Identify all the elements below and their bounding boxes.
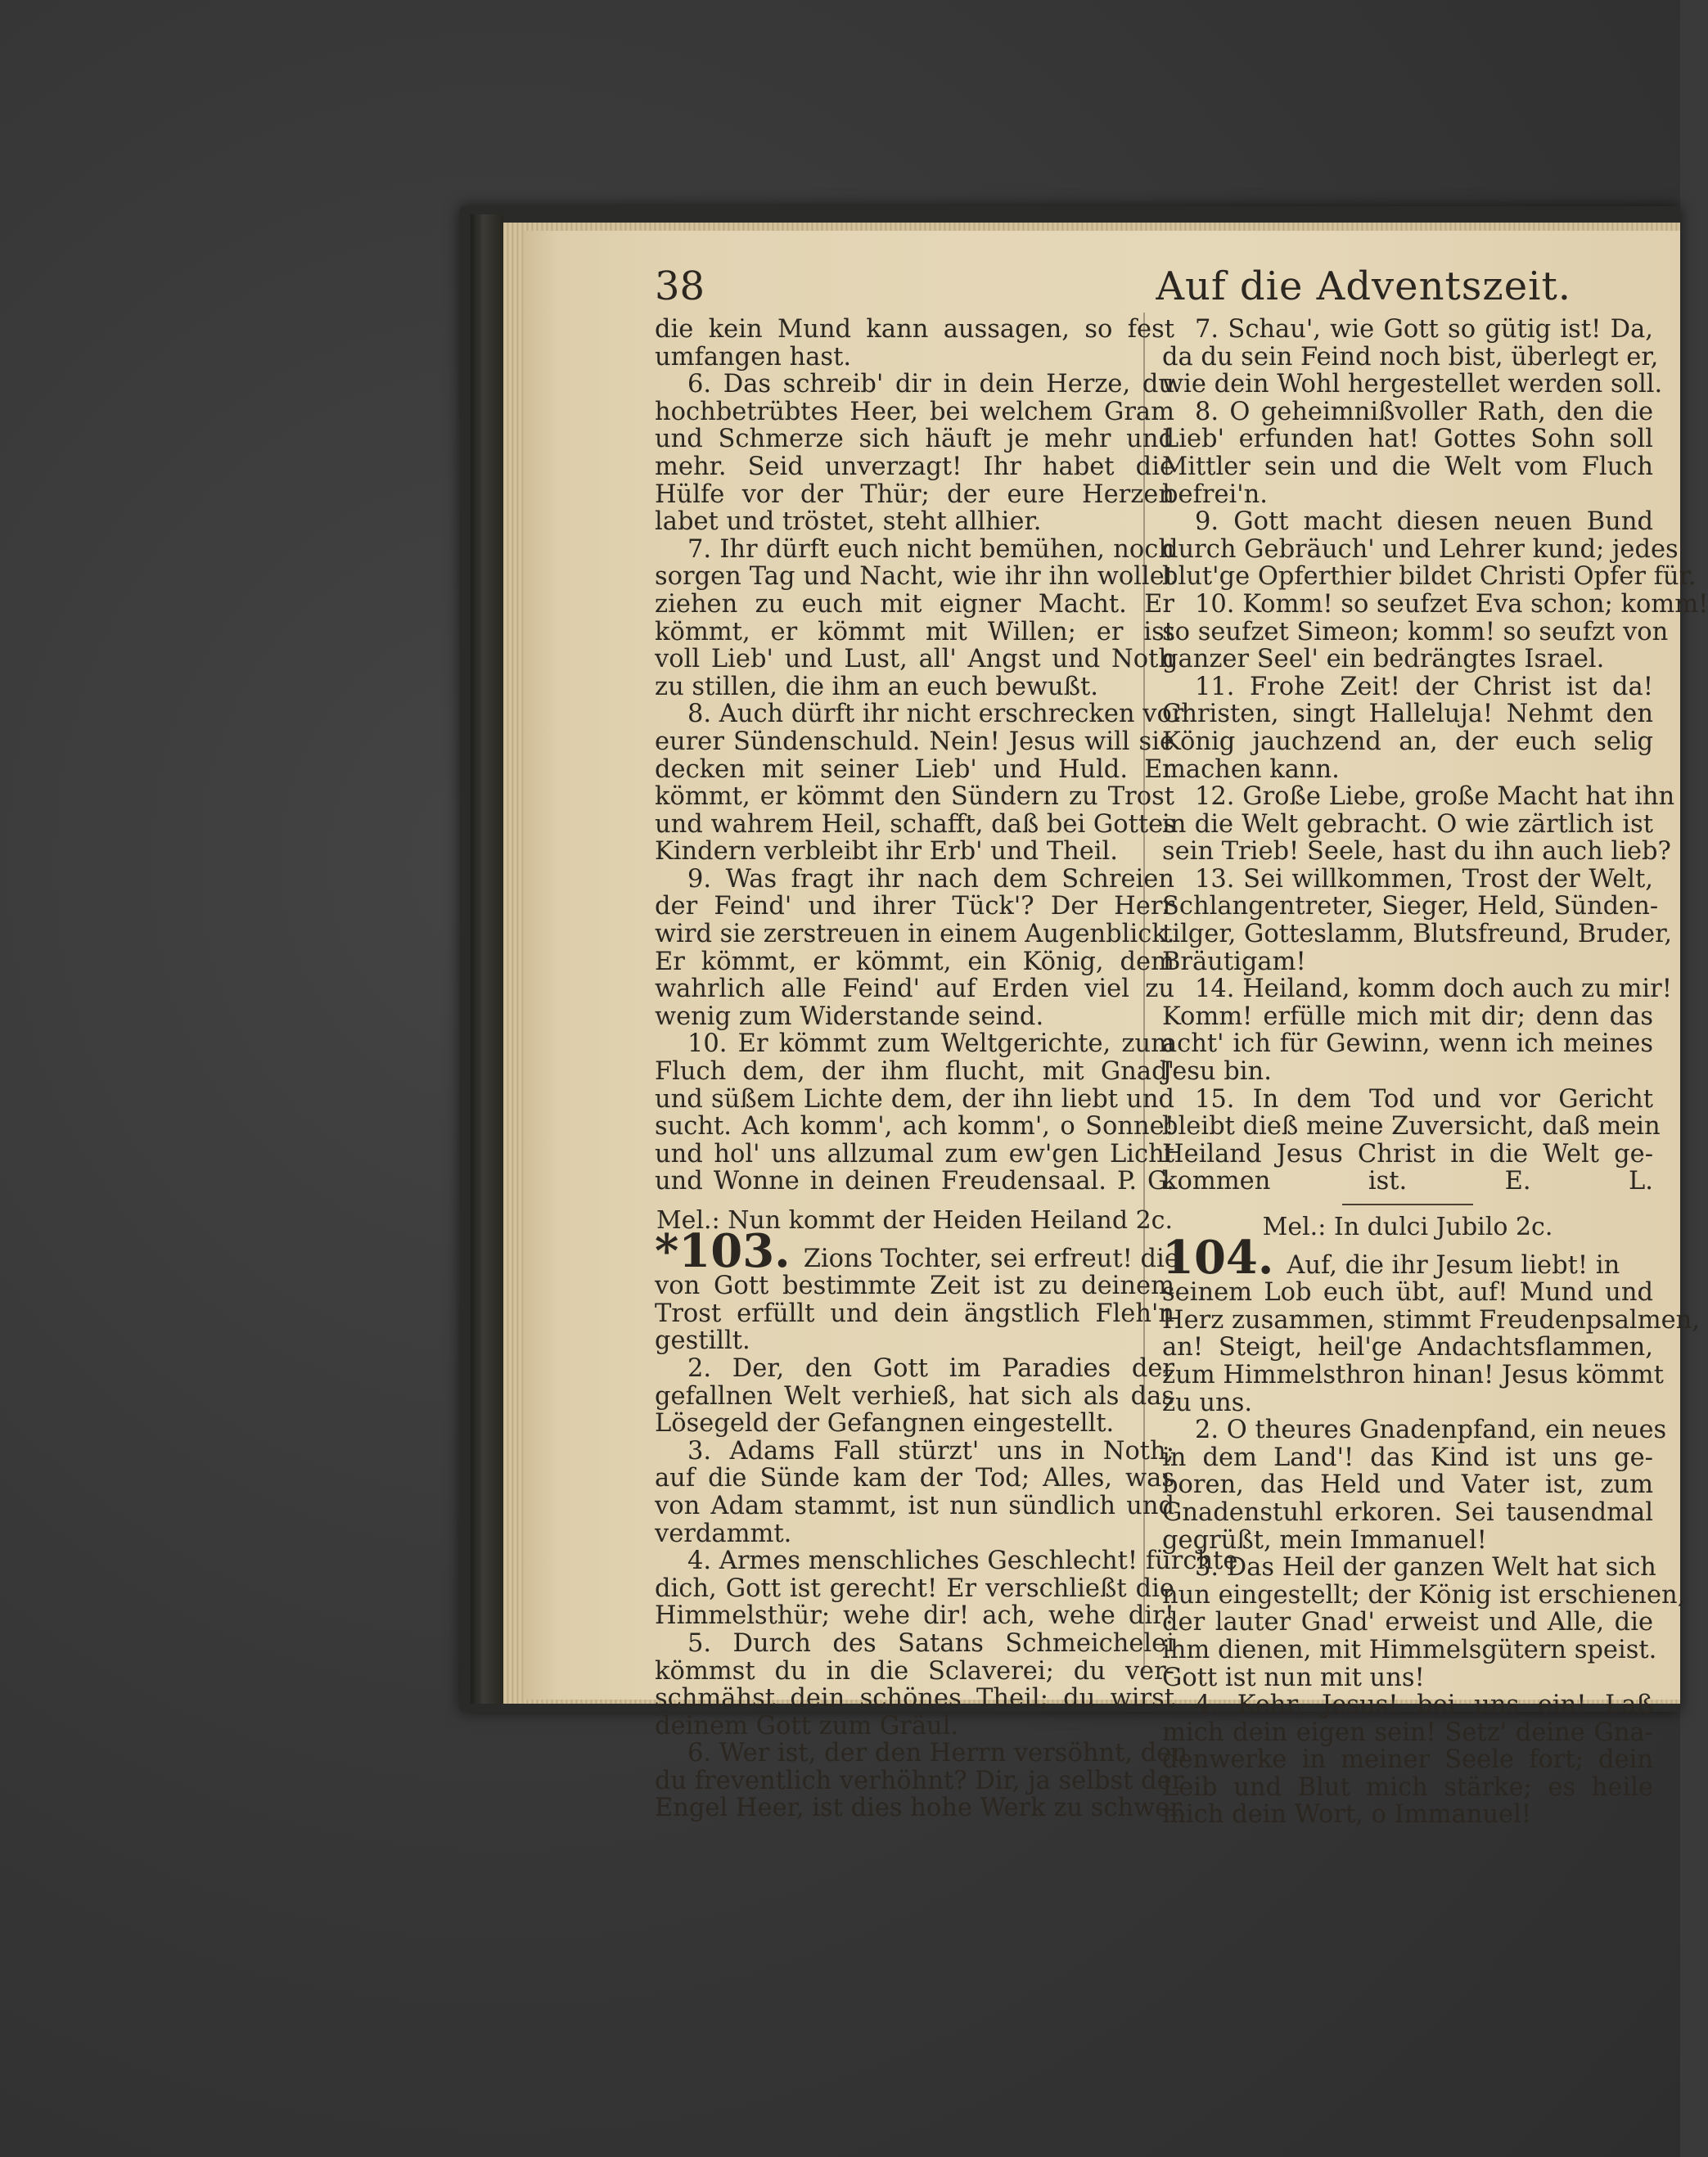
left-text-block	[655, 315, 1184, 1196]
text-line: Christen, singt Halleluja! Nehmt den	[1162, 700, 1653, 729]
hymn-104-text	[1162, 1278, 1701, 1830]
text-line: 14. Heiland, komm doch auch zu mir!	[1195, 975, 1672, 1004]
text-line: der lauter Gnad' erweist und Alle, die	[1162, 1608, 1653, 1637]
text-line: die kein Mund kann aussagen, so fest	[655, 315, 1174, 344]
text-line: kömmt, er kömmt mit Willen; er ist	[655, 617, 1174, 646]
text-line: wie dein Wohl hergestellet werden soll.	[1162, 370, 1663, 399]
text-line: gegrüßt, mein Immanuel!	[1162, 1525, 1487, 1555]
text-line: auf die Sünde kam der Tod; Alles, was	[655, 1464, 1174, 1493]
text-line: wird sie zerstreuen in einem Augenblick.	[655, 920, 1175, 949]
hymn-104-first-line	[1162, 1230, 1653, 1285]
text-line: 11. Frohe Zeit! der Christ ist da!	[1195, 672, 1653, 701]
text-line: und wahrem Heil, schafft, daß bei Gottes	[655, 809, 1176, 839]
text-line: 5. Durch des Satans Schmeichelei	[687, 1628, 1174, 1658]
text-line: 8. O geheimnißvoller Rath, den die	[1195, 397, 1653, 426]
text-line: Lösegeld der Gefangnen eingestellt.	[655, 1409, 1115, 1439]
text-line: 3. Das Heil der ganzen Welt hat sich	[1195, 1553, 1656, 1583]
right-text-block	[1162, 315, 1708, 1196]
hymn-first-text: Auf, die ihr Jesum liebt! in	[1287, 1250, 1620, 1280]
running-title: Auf die Adventszeit.	[1156, 263, 1571, 309]
page-header	[655, 263, 1686, 321]
text-line: Himmelsthür; wehe dir! ach, wehe dir!	[655, 1601, 1174, 1631]
text-line: durch Gebräuch' und Lehrer kund; jedes	[1162, 534, 1679, 564]
text-line: du freventlich verhöhnt? Dir, ja selbst der	[655, 1766, 1184, 1795]
right-column	[1162, 315, 1708, 1830]
text-line: ziehen zu euch mit eigner Macht. Er	[655, 589, 1174, 619]
text-line: 7. Ihr dürft euch nicht bemühen, noch	[687, 534, 1174, 564]
text-line: mich dein Wort, o Immanuel!	[1162, 1800, 1532, 1830]
text-line: Gott ist nun mit uns!	[1162, 1663, 1425, 1692]
book-spine-edge	[471, 214, 503, 1704]
text-line: machen kann.	[1162, 754, 1340, 784]
text-line: eurer Sündenschuld. Nein! Jesus will sie	[655, 727, 1174, 756]
text-line: sucht. Ach komm', ach komm', o Sonne!	[655, 1112, 1174, 1142]
text-line: gefallnen Welt verhieß, hat sich als das	[655, 1381, 1174, 1411]
text-line: und süßem Lichte dem, der ihn liebt und	[655, 1084, 1174, 1114]
text-line: von Adam stammt, ist nun sündlich und	[655, 1491, 1174, 1520]
page-number: 38	[655, 263, 705, 309]
text-line: befrei'n.	[1162, 480, 1268, 509]
text-line: 9. Was fragt ihr nach dem Schreien	[687, 864, 1174, 894]
text-line: Mittler sein und die Welt vom Fluch	[1162, 452, 1653, 481]
text-line: 10. Er kömmt zum Weltgerichte, zum	[687, 1029, 1174, 1059]
text-line: voll Lieb' und Lust, all' Angst und Noth	[655, 645, 1174, 674]
text-line: Schlangentreter, Sieger, Held, Sünden-	[1162, 892, 1659, 921]
text-line: 13. Sei willkommen, Trost der Welt,	[1195, 864, 1653, 894]
text-line: blut'ge Opferthier bildet Christi Opfer für.	[1162, 562, 1697, 592]
text-line: zu stillen, die ihm an euch bewußt.	[655, 672, 1098, 701]
text-line: gestillt.	[655, 1326, 750, 1356]
text-line: 6. Das schreib' dir in dein Herze, du	[687, 370, 1174, 399]
text-line: verdammt.	[655, 1519, 792, 1548]
melody-line: Mel.: Nun kommt der Heiden Heiland 2c.	[656, 1206, 1174, 1235]
text-line: hochbetrübtes Heer, bei welchem Gram	[655, 397, 1174, 426]
text-line: ganzer Seel' ein bedrängtes Israel.	[1162, 645, 1605, 674]
text-line: 7. Schau', wie Gott so gütig ist! Da,	[1195, 315, 1653, 344]
text-line: Jesu bin.	[1162, 1057, 1272, 1087]
text-line: 2. O theures Gnadenpfand, ein neues	[1195, 1416, 1667, 1445]
book-page	[524, 231, 1708, 1830]
text-line: Kindern verbleibt ihr Erb' und Theil.	[655, 837, 1118, 867]
text-line: zu uns.	[1162, 1388, 1253, 1417]
text-line: denwerke in meiner Seele fort; dein	[1162, 1745, 1653, 1775]
text-line: so seufzet Simeon; komm! so seufzt von	[1162, 617, 1669, 646]
text-line: sorgen Tag und Nacht, wie ihr ihn wollet	[655, 562, 1174, 592]
text-line: 3. Adams Fall stürzt' uns in Noth;	[687, 1436, 1174, 1466]
text-line: nun eingestellt; der König ist erschienen,	[1162, 1580, 1686, 1610]
text-line: deinem Gott zum Gräul.	[655, 1711, 959, 1740]
text-line: Heiland Jesus Christ in die Welt ge-	[1162, 1139, 1653, 1169]
text-line: tilger, Gotteslamm, Blutsfreund, Bruder,	[1162, 920, 1673, 949]
text-line: der Feind' und ihrer Tück'? Der Herr	[655, 892, 1174, 921]
hymn-first-text: Zions Tochter, sei erfreut! die	[803, 1244, 1179, 1273]
melody-line: Mel.: In dulci Jubilo 2c.	[1262, 1213, 1553, 1241]
text-line: Engel Heer, ist dies hohe Werk zu schwer.	[655, 1794, 1187, 1823]
text-line: schmähst dein schönes Theil; du wirst	[655, 1684, 1174, 1713]
text-line: boren, das Held und Vater ist, zum	[1162, 1470, 1653, 1500]
section-rule	[1342, 1204, 1473, 1205]
text-line: bleibt dieß meine Zuversicht, daß mein	[1162, 1112, 1661, 1142]
hymn-number: *103.	[655, 1223, 791, 1278]
text-line: und Wonne in deinen Freudensaal. P. G.	[655, 1167, 1174, 1196]
text-line: wenig zum Widerstande seind.	[655, 1002, 1044, 1031]
text-line: seinem Lob euch übt, auf! Mund und	[1162, 1278, 1653, 1308]
text-line: 12. Große Liebe, große Macht hat ihn	[1195, 782, 1675, 812]
text-line: kommen ist. E. L.	[1162, 1167, 1653, 1196]
text-line: 10. Komm! so seufzet Eva schon; komm!	[1195, 589, 1708, 619]
text-line: 8. Auch dürft ihr nicht erschrecken vor	[687, 700, 1184, 729]
text-line: dich, Gott ist gerecht! Er verschließt die	[655, 1574, 1174, 1603]
text-line: acht' ich für Gewinn, wenn ich meines	[1162, 1029, 1653, 1059]
text-line: 4. Kehr, Jesus! bei uns ein! Laß	[1195, 1691, 1653, 1720]
text-line: Fluch dem, der ihm flucht, mit Gnad'	[655, 1057, 1174, 1087]
text-line: Komm! erfülle mich mit dir; denn das	[1162, 1002, 1653, 1031]
text-line: ihm dienen, mit Himmelsgütern speist.	[1162, 1635, 1657, 1664]
text-line: decken mit seiner Lieb' und Huld. Er	[655, 754, 1174, 784]
text-line: Lieb' erfunden hat! Gottes Sohn soll	[1162, 425, 1653, 454]
text-line: Gnadenstuhl erkoren. Sei tausendmal	[1162, 1497, 1653, 1527]
text-line: in die Welt gebracht. O wie zärtlich ist	[1162, 809, 1653, 839]
text-line: umfangen hast.	[655, 342, 852, 372]
text-line: Hülfe vor der Thür; der eure Herzen	[655, 480, 1174, 509]
text-line: Trost erfüllt und dein ängstlich Fleh'n	[655, 1299, 1174, 1328]
text-line: König jauchzend an, der euch selig	[1162, 727, 1653, 756]
hymn-103-first-line	[655, 1223, 1179, 1278]
text-line: sein Trieb! Seele, hast du ihn auch lieb?	[1162, 837, 1671, 867]
text-line: 4. Armes menschliches Geschlecht! fürchte	[687, 1547, 1238, 1576]
text-line: an! Steigt, heil'ge Andachtsflammen,	[1162, 1333, 1653, 1362]
text-line: mich dein eigen sein! Setz' deine Gna-	[1162, 1718, 1653, 1747]
text-line: mehr. Seid unverzagt! Ihr habet die	[655, 452, 1174, 481]
text-line: in dem Land'! das Kind ist uns ge-	[1162, 1443, 1653, 1472]
text-line: Er kömmt, er kömmt, ein König, dem	[655, 947, 1174, 976]
text-line: Bräutigam!	[1162, 947, 1306, 976]
text-line: da du sein Feind noch bist, überlegt er,	[1162, 342, 1659, 372]
text-line: 9. Gott macht diesen neuen Bund	[1195, 507, 1653, 537]
text-line: kömmt, er kömmt den Sündern zu Trost	[655, 782, 1174, 812]
text-line: von Gott bestimmte Zeit ist zu deinem	[655, 1272, 1174, 1301]
text-line: zum Himmelsthron hinan! Jesus kömmt	[1162, 1360, 1664, 1389]
text-line: 15. In dem Tod und vor Gericht	[1195, 1084, 1653, 1114]
text-line: labet und tröstet, steht allhier.	[655, 507, 1042, 537]
text-line: Herz zusammen, stimmt Freudenpsalmen,	[1162, 1305, 1701, 1335]
text-line: und Schmerze sich häuft je mehr und	[655, 425, 1174, 454]
text-line: wahrlich alle Feind' auf Erden viel zu	[655, 975, 1174, 1004]
hymn-number: 104.	[1162, 1230, 1274, 1285]
text-line: 2. Der, den Gott im Paradies der	[687, 1353, 1174, 1383]
text-line: 6. Wer ist, der den Herrn versöhnt, den	[687, 1739, 1187, 1768]
text-line: und hol' uns allzumal zum ew'gen Licht	[655, 1139, 1174, 1169]
text-line: Leib und Blut mich stärke; es heile	[1162, 1772, 1653, 1802]
text-line: kömmst du in die Sclaverei; du ver-	[655, 1656, 1174, 1686]
